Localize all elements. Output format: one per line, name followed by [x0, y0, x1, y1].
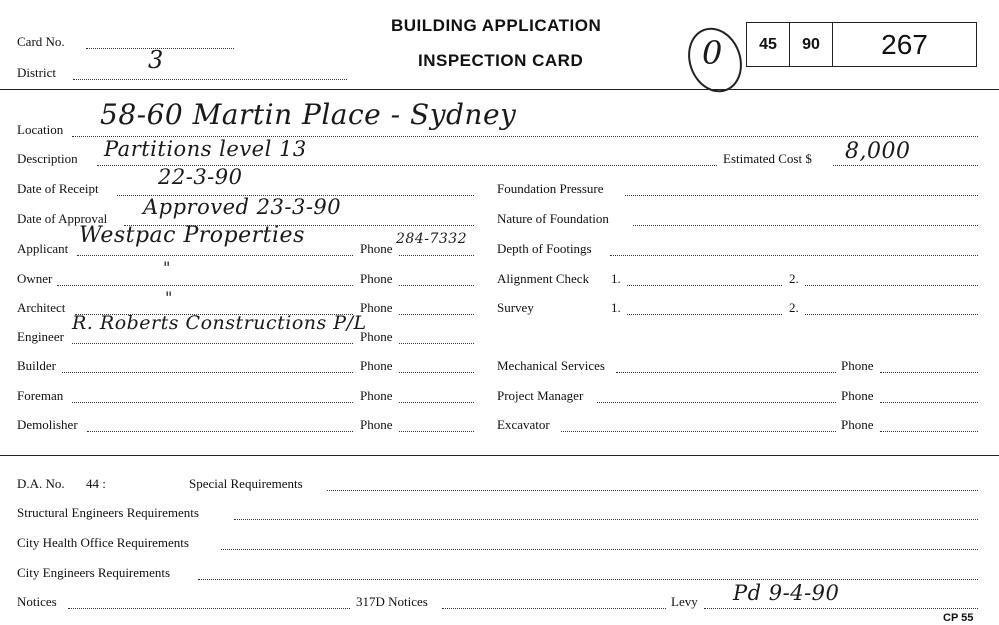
foreman-line[interactable] — [72, 402, 353, 403]
engineer-line — [72, 343, 353, 344]
applicant-line — [77, 255, 353, 256]
alignment-2-line[interactable] — [805, 285, 978, 286]
estimated-cost-line — [833, 165, 978, 166]
317d-notices-label: 317D Notices — [356, 594, 428, 609]
demolisher-line[interactable] — [87, 431, 353, 432]
header-divider — [0, 89, 999, 90]
alignment-1-line[interactable] — [627, 285, 782, 286]
engineers-requirements-label: City Engineers Requirements — [17, 565, 171, 580]
estimated-cost-value[interactable]: 8,000 — [845, 139, 911, 164]
circled-mark-value: 0 — [702, 34, 723, 72]
mechanical-phone-label: Phone — [841, 358, 874, 373]
engineer-phone-line[interactable] — [399, 343, 474, 344]
demolisher-phone-line[interactable] — [399, 431, 474, 432]
date-receipt-value[interactable]: 22-3-90 — [158, 165, 243, 189]
engineer-label: Engineer — [17, 329, 64, 344]
project-manager-phone-label: Phone — [841, 388, 874, 403]
details-divider — [0, 455, 999, 456]
applicant-phone-line — [399, 255, 474, 256]
survey-2-label: 2. — [789, 300, 799, 315]
builder-phone-line[interactable] — [399, 372, 474, 373]
survey-label: Survey — [497, 300, 534, 315]
special-requirements-label: Special Requirements — [189, 476, 303, 491]
architect-phone-line[interactable] — [399, 314, 474, 315]
number-box-3: 267 — [832, 22, 977, 67]
architect-phone-label: Phone — [360, 300, 393, 315]
structural-requirements-line[interactable] — [234, 519, 978, 520]
da-no-value: 44 : — [86, 476, 106, 491]
foundation-pressure-label: Foundation Pressure — [497, 181, 604, 196]
levy-value[interactable]: Pd 9-4-90 — [733, 581, 840, 605]
notices-label: Notices — [17, 594, 57, 609]
card-no-label: Card No. — [17, 34, 65, 49]
foreman-label: Foreman — [17, 388, 64, 403]
foreman-phone-label: Phone — [360, 388, 393, 403]
owner-value[interactable]: " — [163, 258, 171, 277]
health-requirements-line[interactable] — [221, 549, 978, 550]
nature-foundation-line[interactable] — [633, 225, 978, 226]
foreman-phone-line[interactable] — [399, 402, 474, 403]
applicant-phone-label: Phone — [360, 241, 393, 256]
excavator-phone-line[interactable] — [880, 431, 978, 432]
applicant-label: Applicant — [17, 241, 69, 256]
survey-1-line[interactable] — [627, 314, 782, 315]
special-requirements-line[interactable] — [327, 490, 978, 491]
excavator-phone-label: Phone — [841, 417, 874, 432]
alignment-check-label: Alignment Check — [497, 271, 590, 286]
nature-foundation-label: Nature of Foundation — [497, 211, 609, 226]
architect-label: Architect — [17, 300, 66, 315]
health-requirements-label: City Health Office Requirements — [17, 535, 189, 550]
depth-footings-line[interactable] — [610, 255, 978, 256]
mechanical-services-label: Mechanical Services — [497, 358, 605, 373]
applicant-value[interactable]: Westpac Properties — [79, 223, 305, 248]
district-value[interactable]: 3 — [148, 46, 164, 74]
owner-label: Owner — [17, 271, 53, 286]
demolisher-phone-label: Phone — [360, 417, 393, 432]
project-manager-phone-line[interactable] — [880, 402, 978, 403]
applicant-phone-value[interactable]: 284-7332 — [396, 231, 468, 247]
location-value[interactable]: 58-60 Martin Place - Sydney — [100, 98, 517, 131]
depth-footings-label: Depth of Footings — [497, 241, 592, 256]
levy-line — [704, 608, 978, 609]
description-label: Description — [17, 151, 78, 166]
da-no-label: D.A. No. — [17, 476, 65, 491]
builder-line[interactable] — [62, 372, 353, 373]
levy-label: Levy — [671, 594, 698, 609]
alignment-1-label: 1. — [611, 271, 621, 286]
location-label: Location — [17, 122, 64, 137]
structural-requirements-label: Structural Engineers Requirements — [17, 505, 199, 520]
excavator-label: Excavator — [497, 417, 550, 432]
district-label: District — [17, 65, 56, 80]
project-manager-line[interactable] — [597, 402, 836, 403]
architect-value[interactable]: " — [165, 288, 173, 307]
builder-label: Builder — [17, 358, 56, 373]
mechanical-services-line[interactable] — [616, 372, 836, 373]
district-line — [73, 79, 347, 80]
notices-line[interactable] — [68, 608, 350, 609]
date-receipt-label: Date of Receipt — [17, 181, 99, 196]
description-value[interactable]: Partitions level 13 — [104, 137, 307, 161]
number-box-1: 45 — [746, 22, 790, 67]
title-line-2: INSPECTION CARD — [418, 51, 584, 70]
engineer-phone-label: Phone — [360, 329, 393, 344]
builder-phone-label: Phone — [360, 358, 393, 373]
date-approval-value[interactable]: Approved 23-3-90 — [143, 195, 342, 219]
engineers-requirements-line[interactable] — [198, 579, 978, 580]
estimated-cost-label: Estimated Cost $ — [723, 151, 812, 166]
project-manager-label: Project Manager — [497, 388, 584, 403]
title-line-1: BUILDING APPLICATION — [391, 16, 602, 35]
number-box-2: 90 — [789, 22, 833, 67]
demolisher-label: Demolisher — [17, 417, 78, 432]
date-approval-label: Date of Approval — [17, 211, 108, 226]
survey-1-label: 1. — [611, 300, 621, 315]
owner-phone-line[interactable] — [399, 285, 474, 286]
317d-notices-line[interactable] — [442, 608, 666, 609]
owner-phone-label: Phone — [360, 271, 393, 286]
owner-line — [57, 285, 353, 286]
excavator-line[interactable] — [561, 431, 836, 432]
mechanical-phone-line[interactable] — [880, 372, 978, 373]
foundation-pressure-line[interactable] — [625, 195, 978, 196]
form-code: CP 55 — [943, 612, 974, 624]
alignment-2-label: 2. — [789, 271, 799, 286]
engineer-value[interactable]: R. Roberts Constructions P/L — [72, 312, 367, 334]
survey-2-line[interactable] — [805, 314, 978, 315]
